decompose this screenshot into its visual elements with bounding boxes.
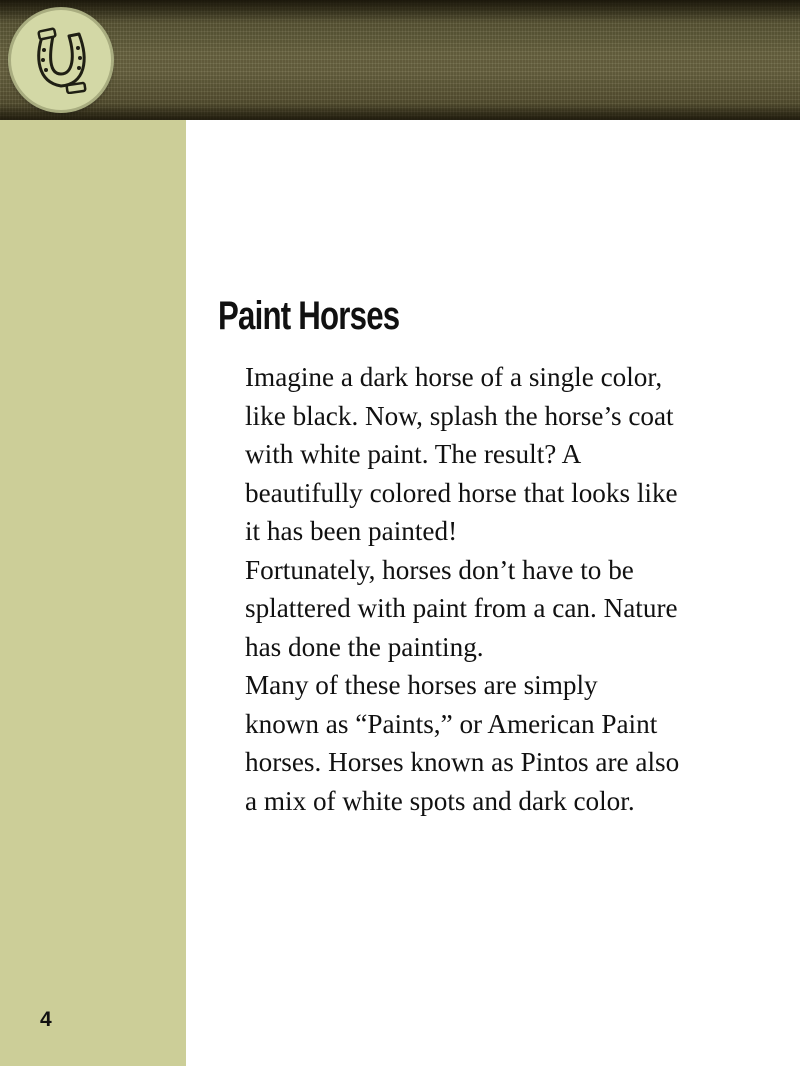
page-number: 4	[40, 1008, 52, 1031]
top-banner	[0, 0, 800, 120]
side-panel	[0, 120, 186, 1066]
page-title: Paint Horses	[218, 294, 400, 338]
paragraph-line: with white paint. The result? A	[245, 439, 582, 469]
paragraph-line: known as “Paints,” or American Paint	[245, 708, 658, 739]
main-content	[218, 288, 758, 820]
paragraph-3	[218, 666, 758, 820]
paragraph-line: beautifully colored horse that looks like	[245, 477, 678, 508]
horseshoe-badge	[11, 10, 111, 110]
paragraph-line: Imagine a dark horse of a single color,	[245, 362, 663, 392]
paragraph-line: splattered with paint from a can. Nature	[245, 593, 678, 623]
paragraph-line: a mix of white spots and dark color.	[245, 785, 635, 816]
paragraph-line: like black. Now, splash the horse’s coat	[245, 400, 674, 431]
paragraph-1	[218, 358, 758, 551]
paragraph-line: Fortunately, horses don’t have to be	[245, 554, 634, 585]
paragraph-line: horses. Horses known as Pintos are also	[245, 747, 680, 777]
paragraph-line: it has been painted!	[245, 516, 458, 546]
paragraph-line: has done the painting.	[245, 631, 484, 662]
paragraph-2	[218, 551, 758, 667]
horseshoe-icon	[29, 26, 93, 94]
paragraph-line: Many of these horses are simply	[245, 670, 598, 700]
